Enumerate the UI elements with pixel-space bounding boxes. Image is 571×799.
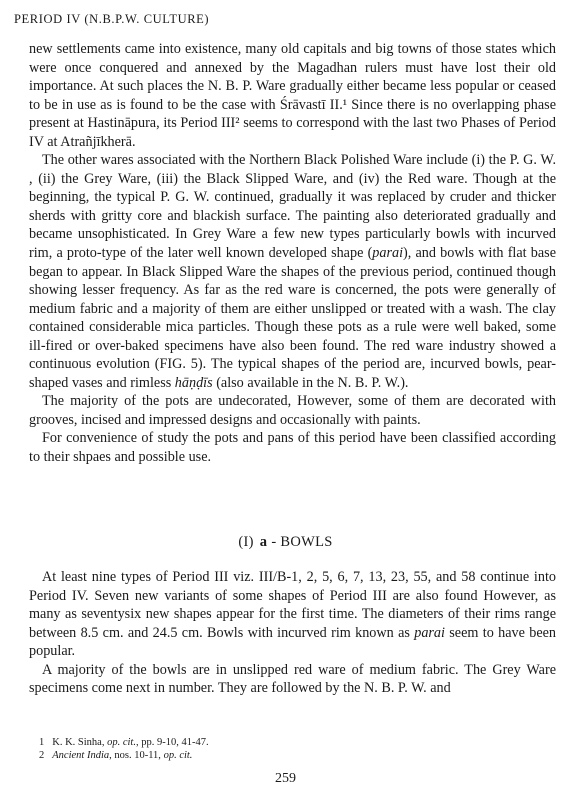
paragraph-2 xyxy=(29,151,556,392)
paragraph-1: new settlements came into existence, many old capitals and big towns of those states which were once conquered and annexed by the Magadhan rulers must have lost their old importance. At such places the N. B. P. Ware gradually either became less popular or ceased to be in use as is found to be the case with Śrāvastī II.¹ Since there is no overlapping phase present at Hastināpura, its Period III² seems to correspond with the last two Phases of Period IV at Atrañjīkherā. xyxy=(29,41,556,150)
paragraph-6: A majority of the bowls are in unslipped red ware of medium fabric. The Grey Ware specimens come next in number. They are followed by the N. B. P. W. and xyxy=(29,661,556,697)
paragraph-2-text-c: (also available in the N. B. P. W.). xyxy=(212,374,409,391)
footnote-2-work: Ancient India xyxy=(52,750,110,761)
page-number: 259 xyxy=(275,771,296,786)
footnotes xyxy=(39,736,209,762)
footnote-1-pages: , pp. 9-10, 41-47. xyxy=(135,737,209,748)
body-text xyxy=(29,40,556,467)
paragraph-2-text-b: ), and bowls with flat base began to appear. In Black Slipped Ware the shapes of the previous period, continued though showing lesser frequency. As far as the red ware is concerned, the pots were generally of medium fabric and a majority of them are either unslipped or treated with a wash. The clay contained considerable mica particles. Though these pots as a rule were well baked, some ill-fired or over-baked specimens have also been found. The red ware industry showed a continuous evolution (FIG. 5). The typical shapes of the period are, incurved bowls, pear-shaped vases and rimless xyxy=(29,245,556,391)
paragraph-5-term-parai: parai xyxy=(414,624,445,641)
paragraph-5 xyxy=(29,568,556,661)
paragraph-2-term-handis: hāṇḍīs xyxy=(174,374,213,391)
footnote-2-number: 2 xyxy=(39,750,45,761)
footnote-2 xyxy=(39,749,209,762)
paragraph-3: The majority of the pots are undecorated, However, some of them are decorated with grooves, incised and impressed designs and occasionally with paints. xyxy=(29,393,556,428)
paragraph-2-text-a: The other wares associated with the Northern Black Polished Ware include (i) the P. G. W. , (ii) the Grey Ware, (iii) the Black Slipped Ware, and (iv) the Red ware. Though at the beginning, the typical P. G. W. continued, gradually it was replaced by cruder and thicker sherds with gritty core and blackish surface. The painting also deteriorated gradually and became unsophisticated. In Grey Ware a few new types particularly bowls with incurved rim, a proto-type of the later well known developed shape ( xyxy=(29,152,556,262)
footnote-1-number: 1 xyxy=(39,737,45,748)
footnote-1-work: op. cit. xyxy=(107,737,136,748)
footnote-2-issues: , nos. 10-11, xyxy=(109,750,164,761)
footnote-2-reference: op. cit. xyxy=(163,750,193,761)
section-letter: a xyxy=(259,534,268,550)
body-text-continued xyxy=(29,568,556,698)
section-heading xyxy=(0,534,571,551)
running-head: PERIOD IV (N.B.P.W. CULTURE) xyxy=(14,12,210,26)
paragraph-5-text-a: At least nine types of Period III viz. III/B-1, 2, 5, 6, 7, 13, 23, 55, and 58 continue into Period IV. Seven new variants of some shapes of Period III are also found However, as many as seventysix new shapes appear for the first time. The diameters of their rims range between 8.5 cm. and 24.5 cm. Bowls with incurved rim known as xyxy=(29,569,556,641)
footnote-1 xyxy=(39,736,209,749)
section-title: - BOWLS xyxy=(271,534,333,550)
section-number: (I) xyxy=(238,534,254,550)
paragraph-4: For convenience of study the pots and pans of this period have been classified according to their shpaes and possible use. xyxy=(29,430,556,466)
paragraph-5-text-b: seem to have been popular. xyxy=(29,624,557,660)
paragraph-2-term-parai: parai xyxy=(372,245,404,262)
footnote-1-author: K. K. Sinha, xyxy=(52,737,108,748)
